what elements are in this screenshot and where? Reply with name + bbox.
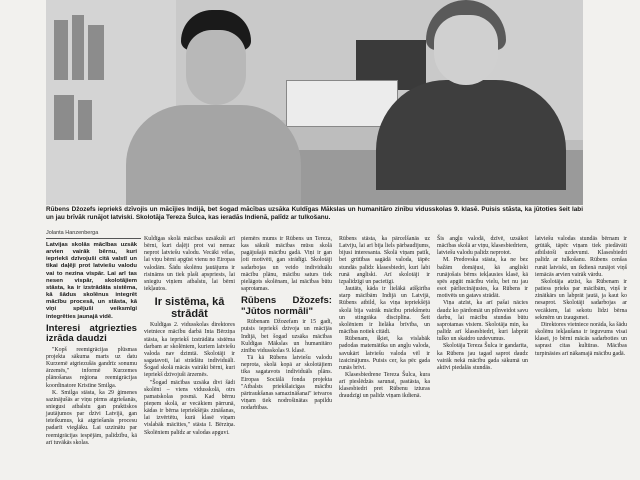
article-photo bbox=[46, 0, 583, 205]
paragraph: Klasesbiedrene Tereza Šulca, kura arī pieslēdzās sarunai, pastāsta, ka klasesbiedri pret Rūbenu izturas draudzīgi un palīdz viņam ikdienā. bbox=[339, 371, 430, 400]
subheading-ruben: Rūbens Džozefs: "Jūtos normāli" bbox=[241, 295, 332, 317]
paragraph: M. Predovska stāsta, ka ne bez bažām domājusi, kā angliski runājošais bērns iekļausies klasē, kā spēs apgūt mācību vielu, bet nu jau esot pārliecinājusies, ka Rūbens ir motivēts un gatavs strādāt. bbox=[437, 257, 528, 300]
paragraph: Tā kā Rūbens latviešu valodu neprota, skolā kopā ar skolotājiem tika sagatavots individuāls plāns. Eiropas Sociālā fonda projekta "Atbalsts priekšlaicīgas mācību pārtraukšanas samazināšanai" ietvaros viņam tiek nodrošinātas papildu nodarbības. bbox=[241, 355, 332, 412]
paragraph: Rūbenam, šķiet, ka vislabāk padodas matemātika un angļu valoda, savukārt latviešu valoda vēl ir izaicinājums. Puisis cer, ka pēc gada runās brīvi. bbox=[339, 336, 430, 371]
paragraph: K. Smilga stāsta, ka 29 ģimenes sazinājušās ar viņu pirms atgriešanās, sniegusi atbalstu gan praktiskos jautājumos par dzīvi Latvijā, gan ieteikumus, kā atgriešanās procesu padarīt vieglāku. Lai uzzinātu par reemigrācijas iespējām, palīdzību, kā arī tuvākās skolas. bbox=[46, 389, 137, 446]
article-column-5 bbox=[437, 236, 528, 372]
paragraph: Kuldīgas skolā mācības uzsākuši arī bērni, kuri daļēji prot vai nemaz neprot latviešu valodu. Vecāki vēlas, lai viņu bērni apgūst vienu no Eiropas valodām. Šādu skolēnu jautājums ir risināms un tiek plaši apspriests, lai sniegtu viņiem atbalstu, lai bērni iekļautos. bbox=[144, 236, 235, 293]
credit-divider bbox=[46, 238, 141, 239]
subheading-system: Ir sistēma, kā strādāt bbox=[154, 296, 225, 321]
paragraph: Skolotāja Tereza Šulca ir gandarīta, ka Rūbens jau tagad saprot daudz vairāk nekā mācību gada sākumā un aktīvi piedalās stundās. bbox=[437, 343, 528, 371]
paragraph: Rūbens stāsta, ka pārcelšanās uz Latviju, lai arī bija liels pārbaudījums, bijusi interesanta. Skolā viņam patīk, bet grūtības sagādā valoda, tāpēc stundās palīdz klasesbiedri, kuri labi runā angliski. Arī skolotāji ir izpalīdzīgi un pacietīgi. bbox=[339, 236, 430, 285]
article-column-4 bbox=[339, 236, 430, 401]
paragraph: "Šogad mācības uzsāka divi šādi skolēni – viens vidusskolā, otrs pamatskolas posmā. Kad bērnu pieņem skolā, ar vecākiem pārrunā, kādas ir bērna iepriekšējās zināšanas, lai izvērtētu, kurā klasē viņam vislabāk mācīties," stāsta I. Bērziņa. Skolēniem palīdz ar valodas apguvi. bbox=[144, 379, 235, 436]
photo-caption: Rūbens Džozefs iepriekš dzīvojis un mācījies Indijā, bet šogad mācības uzsāka Kuldīgas Mākslas un humanitāro zinību vidusskolas 9. klasē. Puisis stāsta, ka jūtoties šeit labi un jau brīvāk runājot latviski. Skolotāja Tereza Šulca, kas ieradās Indienā, palīdz ar tulkošanu. bbox=[46, 206, 583, 221]
article-lead: Latvijas skolās mācības uzsāk arvien vairāk bērnu, kuri iepriekš dzīvojuši citā valstī un tikai daļēji prot latviešu valodu vai to nezina vispār. Lai arī tas nesen vispār, skolotājiem stāsta, ka ir izstrādāta sistēma, kā šādus skolēnus integrēt mācību procesā, un stāsta, kā viņi spējuši veiksmīgi integrēties jaunajā vidē. bbox=[46, 242, 137, 320]
paragraph: Skolotāja atzīst, ka Rūbenam ir patiess prieks par mācībām, viņš ir zinātkārs un labprāt jautā, ja kaut ko nesaprot. Skolotāji sadarbojas ar vecākiem, lai sekotu līdzi bērna sekmēm un izaugsmei. bbox=[535, 278, 627, 321]
article-column-1 bbox=[46, 242, 137, 447]
subheading-interest: Interesi atgriezties izrāda daudzi bbox=[46, 322, 137, 345]
photo-person-ruben bbox=[126, 10, 301, 205]
paragraph: Direktores vietniece norāda, ka šādu skolēnu iekļaušana ir ieguvums visai klasei, jo bērni mācās sadarboties un saprast citas kultūras. Mācības turpināsies arī nākamajā mācību gadā. bbox=[535, 321, 627, 357]
paragraph: Jautāts, kāda ir lielākā atšķirība starp mācībām Indijā un Latvijā, Rūbens atbild, ka viņa iepriekšējā skolā bija vairāk mācību priekšmetu un stingrāka disciplīna. Šeit skolēniem ir lielāka brīvība, un mācības notiek citādi. bbox=[339, 286, 430, 336]
paragraph: Rūbenam Džozefam ir 15 gadi, puisis iepriekš dzīvoja un mācījās Indijā, bet šogad uzsāka mācības Kuldīgas Mākslas un humanitāro zinību vidusskolas 9. klasē. bbox=[241, 319, 332, 354]
photo-credit: Jolanta Hanzenberga bbox=[46, 230, 99, 236]
paragraph: latviešu valodas stundās bērnam ir grūtāk, tāpēc viņam tiek piedāvāti atbilstoši uzdevumi. Klasesbiedri palīdz ar tulkošanu. Rūbens cenšas runāt latviski, un ikdienā runājot viņš iemācās arvien vairāk vārdu. bbox=[535, 236, 627, 278]
article-column-6 bbox=[535, 236, 627, 358]
paragraph: piemērs mums ir Rūbens un Tereza, kas sākuši mācības mūsu skolā pagājušajā mācību gadā. Viņi ir gan ļoti motivēti, gan strādīgi. Skolotāji sadarbojas un veido individuālu mācību plānu, mācību saturs tiek pielāgots skolēnam, lai mācības būtu saprotamas. bbox=[241, 236, 332, 293]
article-column-3 bbox=[241, 236, 332, 412]
paragraph: Kuldīgas 2. vidusskolas direktores vietniece mācību darbā Inta Bērziņa stāsta, ka iepriekš izstrādāta sistēma darbam ar skolēniem, kuriem latviešu valoda nav dzimtā. Skolotāji ir sagatavoti, lai strādātu individuāli. Šogad skolā mācās vairāki bērni, kuri iepriekš dzīvojuši ārzemēs. bbox=[144, 322, 235, 379]
article-column-2 bbox=[144, 236, 235, 437]
paragraph: Šis angļu valodā, dzīvē, uzsākot mācības skolā ar viņu, klasesbiedriem, latviešu valodu palīdz neprotot. bbox=[437, 236, 528, 257]
photo-person-teacher bbox=[366, 0, 566, 180]
paragraph: "Kopš reemigrācijas plūsmas projekta sākuma marts uz datu Kurzemē atgriezušās gandrīz sonumu ārzemēs," informē Kurzemes plānošanas reģiona reemigrācijas koordinatore Kristīne Smilga. bbox=[46, 346, 137, 389]
paragraph: Viņa atzīst, ka arī pašai nācies daudz ko pārdomāt un pilnveidot savu darbu, lai mācību stundas būtu saprotamas visiem. Skolotāja min, ka palīdz arī klasesbiedri, kuri labprāt tulko un skaidro uzdevumus. bbox=[437, 300, 528, 343]
